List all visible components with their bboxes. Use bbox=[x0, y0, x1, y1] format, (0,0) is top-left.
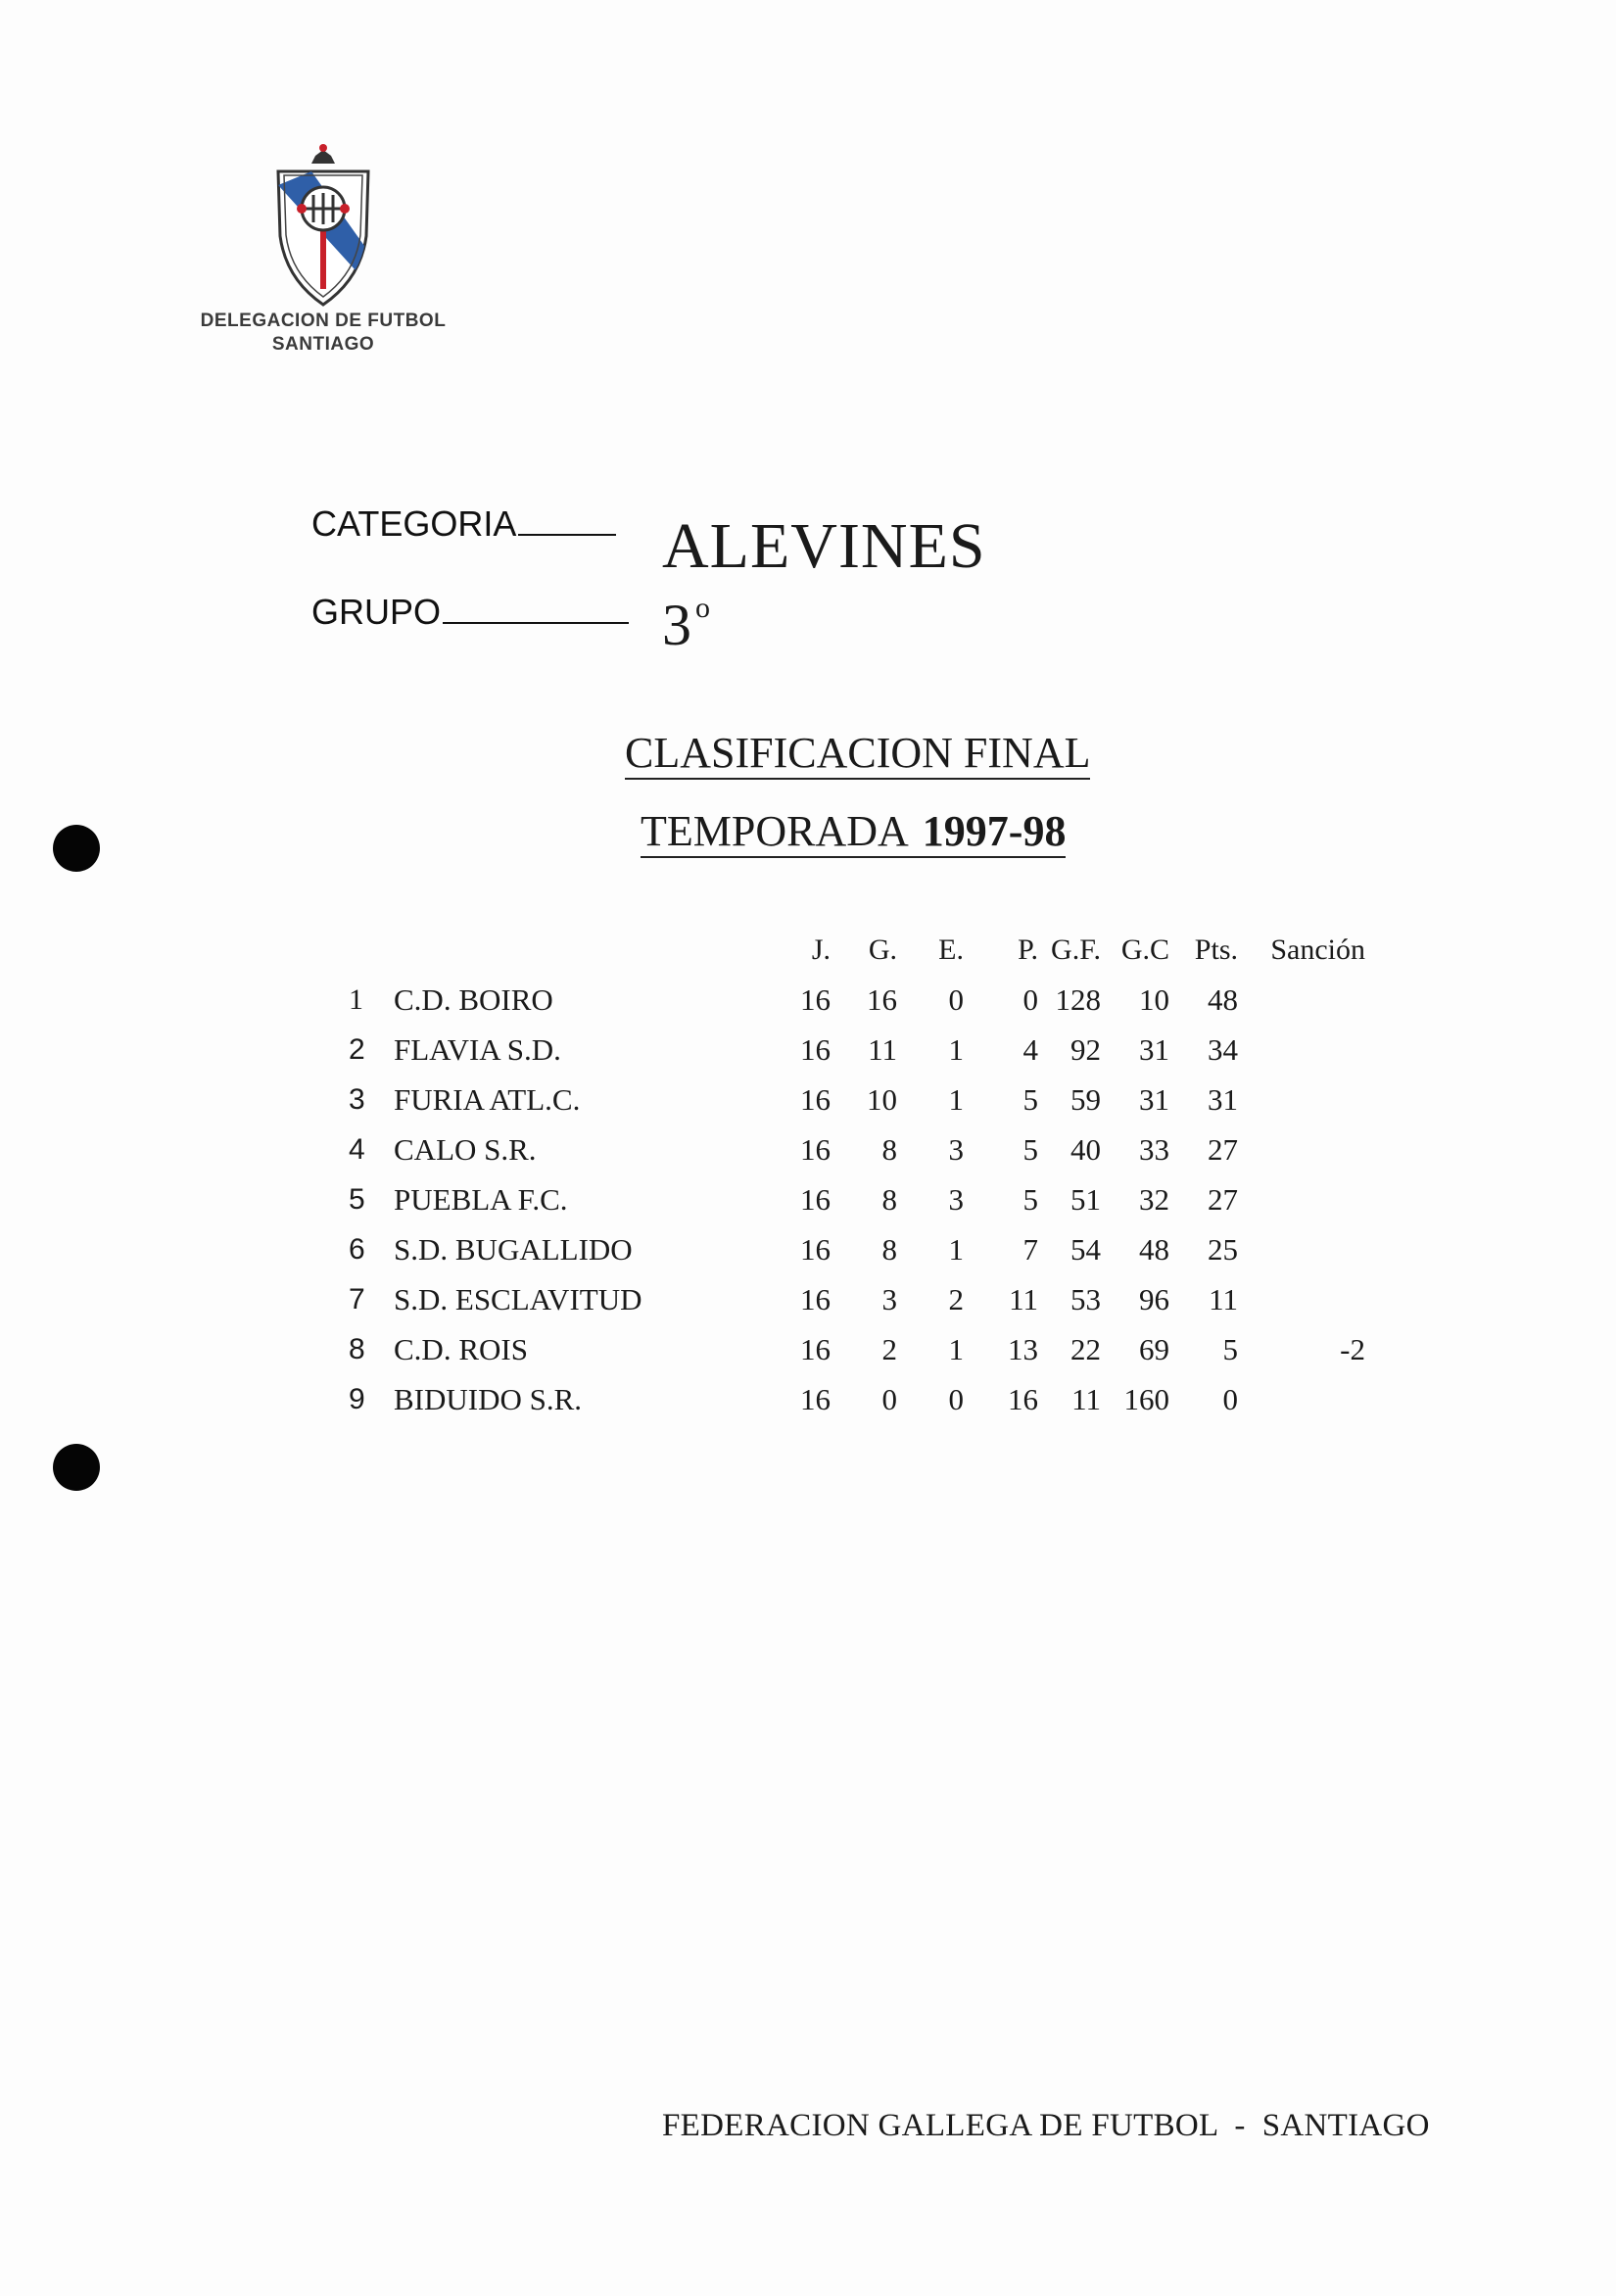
row-pts: 31 bbox=[1208, 1081, 1238, 1117]
table-row bbox=[349, 1025, 1365, 1075]
header-sancion: Sanción bbox=[1270, 933, 1365, 966]
row-gf: 92 bbox=[1070, 1031, 1101, 1067]
row-position: 3 bbox=[349, 1082, 365, 1116]
row-pts: 5 bbox=[1222, 1331, 1238, 1366]
row-p: 5 bbox=[1022, 1081, 1038, 1117]
header-j: J. bbox=[811, 933, 831, 966]
row-gc: 48 bbox=[1139, 1231, 1169, 1267]
header-position bbox=[349, 925, 378, 975]
row-e: 1 bbox=[948, 1031, 964, 1067]
grupo-value bbox=[662, 592, 710, 659]
row-j: 16 bbox=[800, 981, 831, 1017]
punch-hole-bottom bbox=[53, 1444, 100, 1491]
row-team: CALO S.R. bbox=[394, 1131, 537, 1167]
row-p: 11 bbox=[1009, 1281, 1038, 1316]
header-gc: G.C bbox=[1120, 933, 1169, 966]
row-g: 8 bbox=[881, 1231, 897, 1267]
table-row bbox=[349, 1124, 1365, 1174]
row-gf: 59 bbox=[1070, 1081, 1101, 1117]
row-j: 16 bbox=[800, 1281, 831, 1316]
categoria-label-row bbox=[311, 503, 616, 545]
row-g: 11 bbox=[868, 1031, 897, 1067]
row-gc: 96 bbox=[1139, 1281, 1169, 1316]
clasificacion-title: CLASIFICACION FINAL bbox=[625, 729, 1090, 780]
row-e: 1 bbox=[948, 1231, 964, 1267]
row-sancion bbox=[1238, 975, 1365, 1025]
row-gf: 40 bbox=[1070, 1131, 1101, 1167]
row-team: C.D. BOIRO bbox=[394, 981, 553, 1017]
row-pts: 27 bbox=[1208, 1131, 1238, 1167]
row-gc: 31 bbox=[1139, 1081, 1169, 1117]
row-j: 16 bbox=[800, 1331, 831, 1366]
row-e: 2 bbox=[948, 1281, 964, 1316]
row-g: 8 bbox=[881, 1181, 897, 1217]
row-gf: 53 bbox=[1070, 1281, 1101, 1316]
row-e: 3 bbox=[948, 1181, 964, 1217]
punch-hole-top bbox=[53, 825, 100, 872]
header-pts: Pts. bbox=[1194, 933, 1238, 966]
table-row bbox=[349, 1174, 1365, 1224]
row-g: 8 bbox=[881, 1131, 897, 1167]
row-pts: 27 bbox=[1208, 1181, 1238, 1217]
row-position: 5 bbox=[349, 1182, 365, 1216]
row-team: PUEBLA F.C. bbox=[394, 1181, 568, 1217]
row-position: 1 bbox=[349, 982, 363, 1016]
row-position: 7 bbox=[349, 1282, 365, 1315]
table-row bbox=[349, 975, 1365, 1025]
row-pts: 0 bbox=[1222, 1381, 1238, 1416]
row-gf: 22 bbox=[1070, 1331, 1101, 1366]
grupo-label: GRUPO bbox=[311, 592, 442, 632]
row-team: S.D. BUGALLIDO bbox=[394, 1231, 633, 1267]
temporada-value: 1997-98 bbox=[922, 807, 1067, 855]
row-pts: 48 bbox=[1208, 981, 1238, 1017]
delegation-line2: SANTIAGO bbox=[271, 334, 375, 355]
table-header-row bbox=[349, 925, 1365, 975]
row-pts: 11 bbox=[1209, 1281, 1238, 1316]
row-gc: 31 bbox=[1139, 1031, 1169, 1067]
temporada-title bbox=[641, 807, 1066, 858]
row-position: 2 bbox=[349, 1032, 365, 1066]
row-g: 16 bbox=[867, 981, 897, 1017]
table-row bbox=[349, 1075, 1365, 1124]
row-gc: 69 bbox=[1139, 1331, 1169, 1366]
row-j: 16 bbox=[800, 1181, 831, 1217]
header-team bbox=[378, 925, 760, 975]
row-team: C.D. ROIS bbox=[394, 1331, 528, 1366]
row-pts: 34 bbox=[1208, 1031, 1238, 1067]
row-team: FLAVIA S.D. bbox=[394, 1031, 561, 1067]
row-sancion bbox=[1238, 1374, 1365, 1424]
row-p: 13 bbox=[1008, 1331, 1038, 1366]
delegation-line1: DELEGACION DE FUTBOL bbox=[200, 311, 447, 331]
row-team: S.D. ESCLAVITUD bbox=[394, 1281, 642, 1316]
row-p: 5 bbox=[1022, 1131, 1038, 1167]
row-p: 7 bbox=[1022, 1231, 1038, 1267]
categoria-fill-line bbox=[518, 534, 616, 536]
delegation-name bbox=[176, 310, 470, 357]
row-e: 3 bbox=[948, 1131, 964, 1167]
table-row bbox=[349, 1224, 1365, 1274]
row-e: 1 bbox=[948, 1331, 964, 1366]
row-g: 3 bbox=[881, 1281, 897, 1316]
row-gc: 33 bbox=[1139, 1131, 1169, 1167]
row-gf: 51 bbox=[1070, 1181, 1101, 1217]
row-sancion bbox=[1238, 1025, 1365, 1075]
standings-table bbox=[349, 925, 1365, 1424]
row-e: 1 bbox=[948, 1081, 964, 1117]
categoria-label: CATEGORIA bbox=[311, 503, 517, 544]
row-j: 16 bbox=[800, 1381, 831, 1416]
header-g: G. bbox=[868, 933, 897, 966]
federation-crest-logo bbox=[272, 142, 374, 307]
row-position: 4 bbox=[349, 1132, 365, 1166]
row-p: 5 bbox=[1022, 1181, 1038, 1217]
temporada-label: TEMPORADA bbox=[641, 807, 909, 855]
row-gc: 10 bbox=[1139, 981, 1169, 1017]
row-p: 4 bbox=[1022, 1031, 1038, 1067]
grupo-fill-line bbox=[443, 622, 629, 624]
footer-federation: FEDERACION GALLEGA DE FUTBOL - SANTIAGO bbox=[662, 2108, 1430, 2143]
row-gf: 11 bbox=[1071, 1381, 1101, 1416]
row-position: 8 bbox=[349, 1332, 365, 1365]
grupo-ordinal: o bbox=[695, 592, 710, 624]
table-row bbox=[349, 1324, 1365, 1374]
header-e: E. bbox=[938, 933, 964, 966]
row-team: FURIA ATL.C. bbox=[394, 1081, 581, 1117]
grupo-label-row bbox=[311, 592, 629, 633]
row-gf: 128 bbox=[1055, 981, 1101, 1017]
row-j: 16 bbox=[800, 1231, 831, 1267]
row-j: 16 bbox=[800, 1031, 831, 1067]
row-position: 9 bbox=[349, 1382, 365, 1415]
header-p: P. bbox=[1018, 933, 1038, 966]
row-sancion bbox=[1238, 1075, 1365, 1124]
grupo-number: 3 bbox=[662, 593, 691, 657]
header-gf: G.F. bbox=[1051, 933, 1101, 966]
row-pts: 25 bbox=[1208, 1231, 1238, 1267]
row-p: 0 bbox=[1022, 981, 1038, 1017]
row-e: 0 bbox=[948, 981, 964, 1017]
row-sancion bbox=[1238, 1274, 1365, 1324]
categoria-value: ALEVINES bbox=[662, 510, 986, 582]
row-sancion: -2 bbox=[1340, 1331, 1365, 1366]
row-g: 2 bbox=[881, 1331, 897, 1366]
row-team: BIDUIDO S.R. bbox=[394, 1381, 583, 1416]
row-sancion bbox=[1238, 1174, 1365, 1224]
row-gf: 54 bbox=[1070, 1231, 1101, 1267]
row-sancion bbox=[1238, 1224, 1365, 1274]
row-sancion bbox=[1238, 1124, 1365, 1174]
row-p: 16 bbox=[1008, 1381, 1038, 1416]
row-gc: 160 bbox=[1123, 1381, 1169, 1416]
row-gc: 32 bbox=[1139, 1181, 1169, 1217]
row-e: 0 bbox=[948, 1381, 964, 1416]
row-g: 10 bbox=[867, 1081, 897, 1117]
table-row bbox=[349, 1374, 1365, 1424]
row-position: 6 bbox=[349, 1232, 365, 1266]
row-j: 16 bbox=[800, 1131, 831, 1167]
row-g: 0 bbox=[881, 1381, 897, 1416]
row-j: 16 bbox=[800, 1081, 831, 1117]
table-row bbox=[349, 1274, 1365, 1324]
